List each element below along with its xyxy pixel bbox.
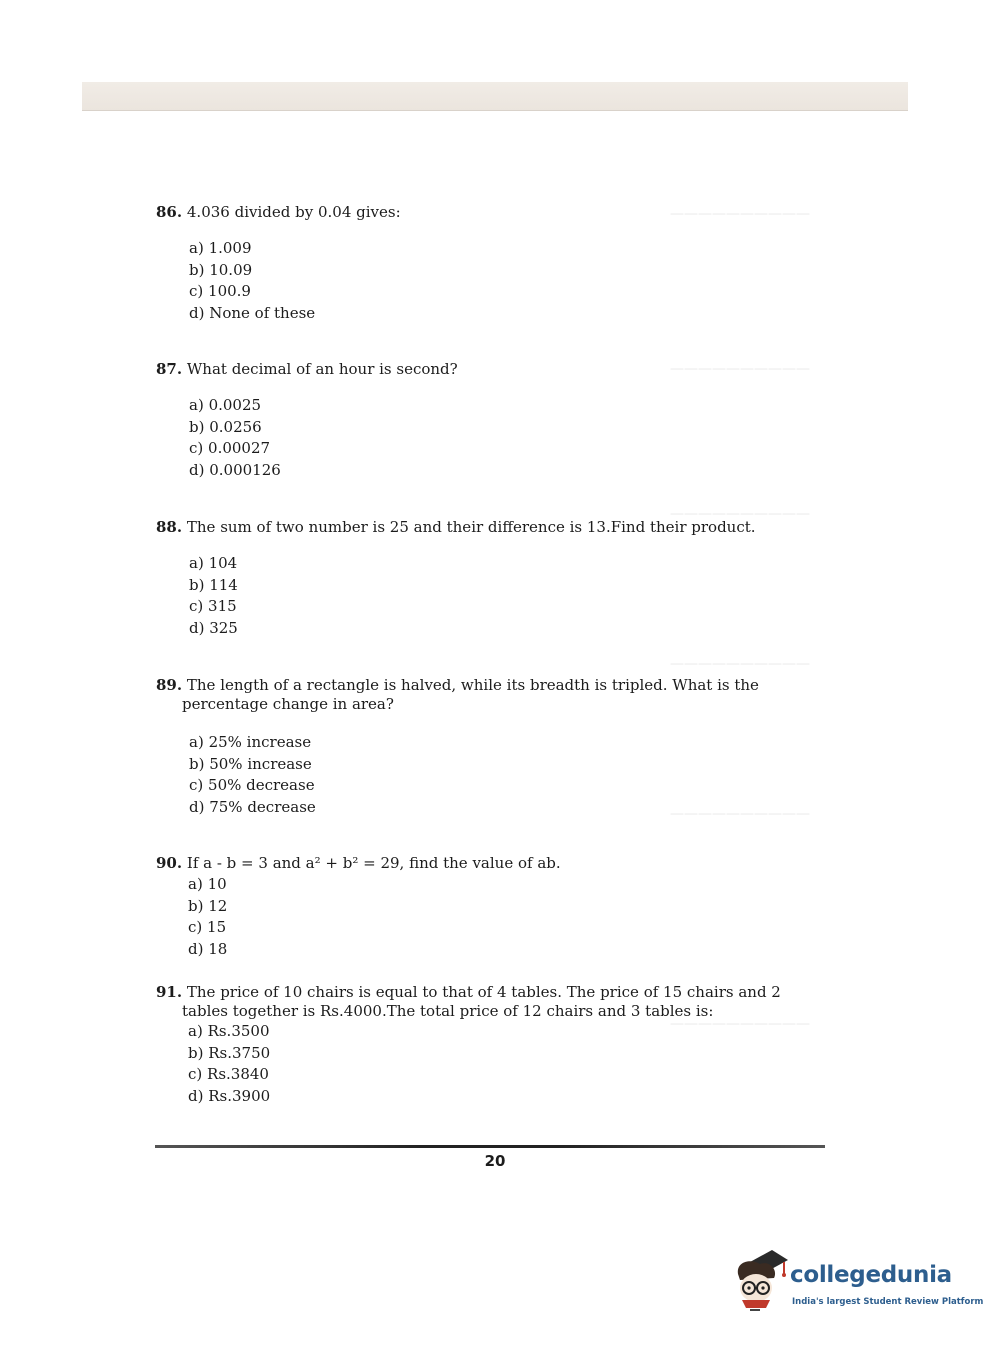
option-c: c) 100.9	[189, 282, 251, 300]
show-through-decoration: ——————————	[670, 656, 810, 672]
question-text	[156, 854, 796, 873]
option-d: d) None of these	[189, 303, 316, 322]
option-c: c) 0.00027	[189, 439, 271, 457]
show-through-decoration: ——————————	[670, 506, 810, 522]
option-list	[156, 395, 796, 481]
collegedunia-logo	[732, 1248, 984, 1316]
question-stem: The sum of two number is 25 and their difference is 13.Find their product.	[186, 518, 756, 536]
option-b: b) 114	[189, 575, 238, 594]
option-d: d) 0.000126	[189, 460, 281, 479]
option-a: a) 10	[188, 875, 227, 893]
question-number: 90.	[156, 854, 183, 872]
question-88	[156, 518, 796, 639]
question-stem: 4.036 divided by 0.04 gives:	[186, 203, 401, 221]
question-text	[156, 518, 796, 537]
question-89	[156, 676, 796, 818]
option-b: b) 0.0256	[189, 417, 262, 436]
option-a: a) 104	[189, 554, 238, 572]
option-d: d) 325	[189, 618, 238, 637]
mascot-icon	[732, 1248, 788, 1312]
option-list	[156, 1021, 796, 1107]
option-c: c) 315	[189, 597, 237, 615]
question-87	[156, 360, 796, 481]
question-stem-continuation: percentage change in area?	[182, 695, 394, 713]
question-number: 86.	[156, 203, 183, 221]
option-b: b) 10.09	[189, 260, 253, 279]
question-91	[156, 983, 796, 1107]
option-a: a) Rs.3500	[188, 1022, 270, 1040]
option-d: d) 75% decrease	[189, 797, 316, 816]
option-a: a) 1.009	[189, 239, 252, 257]
show-through-decoration: ——————————	[670, 361, 810, 377]
option-list	[156, 874, 796, 960]
option-a: a) 25% increase	[189, 733, 312, 751]
option-b: b) 12	[188, 896, 228, 915]
logo-tagline: India's largest Student Review Platform	[792, 1297, 984, 1307]
question-stem: What decimal of an hour is second?	[186, 360, 458, 378]
question-stem-continuation: tables together is Rs.4000.The total price of 12 chairs and 3 tables is:	[182, 1002, 714, 1020]
question-number: 88.	[156, 518, 183, 536]
question-number: 87.	[156, 360, 183, 378]
option-list	[156, 553, 796, 639]
question-stem: If a - b = 3 and a² + b² = 29, find the value of ab.	[186, 854, 561, 872]
question-text	[156, 676, 796, 714]
option-d: d) 18	[188, 939, 228, 958]
option-c: c) Rs.3840	[188, 1065, 269, 1083]
page-number: 20	[484, 1152, 506, 1170]
footer-divider	[155, 1145, 825, 1148]
option-list	[156, 732, 796, 818]
option-b: b) Rs.3750	[188, 1043, 271, 1062]
question-number: 89.	[156, 676, 183, 694]
show-through-decoration: ——————————	[670, 206, 810, 222]
question-number: 91.	[156, 983, 183, 1001]
question-90	[156, 854, 796, 960]
option-b: b) 50% increase	[189, 754, 312, 773]
option-c: c) 50% decrease	[189, 776, 315, 794]
logo-wordmark: collegedunia	[790, 1262, 952, 1288]
question-stem: The price of 10 chairs is equal to that of 4 tables. The price of 15 chairs and 2	[186, 983, 781, 1001]
question-text	[156, 203, 796, 222]
question-stem: The length of a rectangle is halved, while its breadth is tripled. What is the	[186, 676, 759, 694]
scan-header-band	[82, 82, 908, 111]
show-through-decoration: ——————————	[670, 806, 810, 822]
option-a: a) 0.0025	[189, 396, 262, 414]
option-d: d) Rs.3900	[188, 1086, 271, 1105]
option-c: c) 15	[188, 918, 227, 936]
option-list	[156, 238, 796, 324]
question-text	[156, 983, 796, 1021]
show-through-decoration: ——————————	[670, 1016, 810, 1032]
question-86	[156, 203, 796, 324]
question-text	[156, 360, 796, 379]
